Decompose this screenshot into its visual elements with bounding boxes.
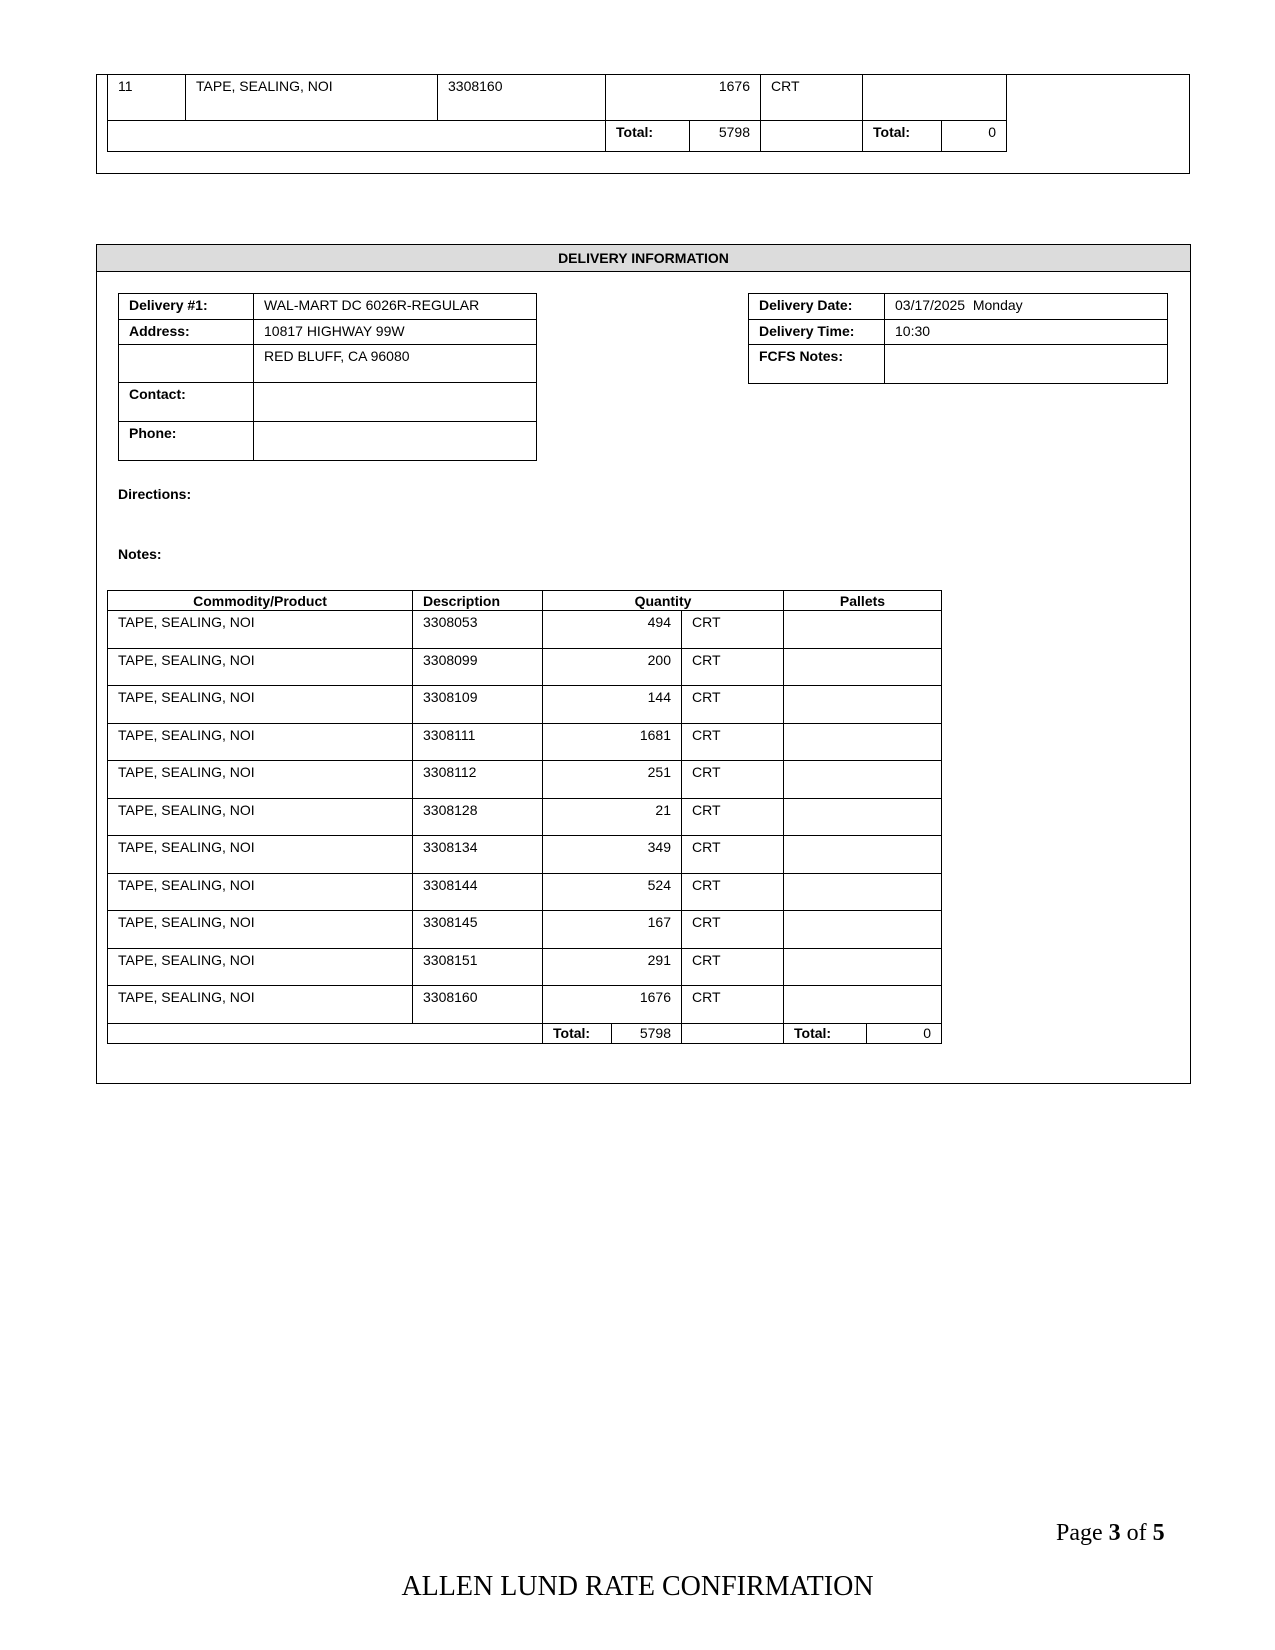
table-row bbox=[108, 75, 1007, 121]
delivery-address-table bbox=[118, 293, 537, 461]
unit-cell: CRT bbox=[682, 911, 784, 949]
pallets-cell bbox=[784, 986, 942, 1024]
description-cell: 3308053 bbox=[413, 611, 543, 649]
totals-row bbox=[108, 1023, 942, 1043]
table-row bbox=[108, 836, 942, 874]
page-current: 3 bbox=[1108, 1520, 1121, 1546]
description-cell: 3308109 bbox=[413, 686, 543, 724]
quantity-total-value: 5798 bbox=[690, 121, 761, 152]
phone-label: Phone: bbox=[119, 422, 254, 461]
page-prefix: Page bbox=[1056, 1520, 1109, 1546]
commodity-column-header: Commodity/Product bbox=[108, 591, 413, 611]
description-cell: 3308112 bbox=[413, 761, 543, 799]
fcfs-notes-label: FCFS Notes: bbox=[749, 345, 885, 384]
pallets-cell bbox=[784, 798, 942, 836]
description-cell: 3308160 bbox=[438, 75, 606, 121]
pallets-column-header: Pallets bbox=[784, 591, 942, 611]
pallets-cell bbox=[784, 836, 942, 874]
quantity-cell: 1681 bbox=[543, 723, 682, 761]
commodity-cell: TAPE, SEALING, NOI bbox=[108, 723, 413, 761]
description-cell: 3308111 bbox=[413, 723, 543, 761]
delivery-items-table bbox=[107, 590, 942, 1044]
contact-value bbox=[254, 383, 537, 422]
pallets-cell bbox=[784, 686, 942, 724]
delivery-time-label: Delivery Time: bbox=[749, 320, 885, 345]
quantity-total-label: Total: bbox=[543, 1023, 612, 1043]
commodity-cell: TAPE, SEALING, NOI bbox=[108, 648, 413, 686]
description-cell: 3308099 bbox=[413, 648, 543, 686]
pallets-cell bbox=[784, 911, 942, 949]
commodity-cell: TAPE, SEALING, NOI bbox=[108, 911, 413, 949]
commodity-cell: TAPE, SEALING, NOI bbox=[108, 836, 413, 874]
description-column-header: Description bbox=[413, 591, 543, 611]
contact-label: Contact: bbox=[119, 383, 254, 422]
unit-cell: CRT bbox=[682, 761, 784, 799]
delivery-date-value: 03/17/2025 Monday bbox=[885, 294, 1168, 320]
fcfs-notes-value bbox=[885, 345, 1168, 384]
description-cell: 3308151 bbox=[413, 948, 543, 986]
description-cell: 3308128 bbox=[413, 798, 543, 836]
description-cell: 3308145 bbox=[413, 911, 543, 949]
table-row bbox=[108, 761, 942, 799]
quantity-cell: 524 bbox=[543, 873, 682, 911]
table-row bbox=[108, 986, 942, 1024]
pallets-total-label: Total: bbox=[863, 121, 942, 152]
quantity-cell: 1676 bbox=[606, 75, 761, 121]
pallets-cell bbox=[784, 648, 942, 686]
address-line-2: RED BLUFF, CA 96080 bbox=[254, 345, 537, 383]
unit-cell: CRT bbox=[682, 686, 784, 724]
quantity-cell: 349 bbox=[543, 836, 682, 874]
commodity-cell: TAPE, SEALING, NOI bbox=[108, 986, 413, 1024]
commodity-cell: TAPE, SEALING, NOI bbox=[108, 798, 413, 836]
quantity-total-value: 5798 bbox=[612, 1023, 682, 1043]
previous-items-table bbox=[107, 74, 1007, 152]
pallets-cell bbox=[784, 723, 942, 761]
unit-cell: CRT bbox=[682, 948, 784, 986]
address-label-blank bbox=[119, 345, 254, 383]
pallets-total-value: 0 bbox=[867, 1023, 942, 1043]
quantity-cell: 251 bbox=[543, 761, 682, 799]
quantity-cell: 200 bbox=[543, 648, 682, 686]
unit-total-spacer bbox=[761, 121, 863, 152]
quantity-cell: 144 bbox=[543, 686, 682, 724]
quantity-cell: 494 bbox=[543, 611, 682, 649]
quantity-total-label: Total: bbox=[606, 121, 690, 152]
totals-spacer-cell bbox=[108, 121, 606, 152]
unit-cell: CRT bbox=[682, 873, 784, 911]
directions-label: Directions: bbox=[118, 486, 192, 502]
table-row bbox=[108, 798, 942, 836]
description-cell: 3308134 bbox=[413, 836, 543, 874]
description-cell: 3308144 bbox=[413, 873, 543, 911]
totals-row bbox=[108, 121, 1007, 152]
page-of: of bbox=[1120, 1520, 1153, 1546]
unit-cell: CRT bbox=[682, 611, 784, 649]
unit-cell: CRT bbox=[682, 723, 784, 761]
pallets-cell bbox=[784, 761, 942, 799]
description-cell: 3308160 bbox=[413, 986, 543, 1024]
commodity-cell: TAPE, SEALING, NOI bbox=[108, 873, 413, 911]
pallets-total-value: 0 bbox=[942, 121, 1007, 152]
pallets-cell bbox=[784, 611, 942, 649]
quantity-cell: 291 bbox=[543, 948, 682, 986]
pallets-total-label: Total: bbox=[784, 1023, 867, 1043]
table-row bbox=[108, 686, 942, 724]
page-number bbox=[1056, 1520, 1165, 1547]
quantity-column-header: Quantity bbox=[543, 591, 784, 611]
delivery-schedule-table bbox=[748, 293, 1168, 384]
delivery-time-value: 10:30 bbox=[885, 320, 1168, 345]
unit-cell: CRT bbox=[682, 648, 784, 686]
quantity-cell: 167 bbox=[543, 911, 682, 949]
phone-value bbox=[254, 422, 537, 461]
commodity-cell: TAPE, SEALING, NOI bbox=[108, 761, 413, 799]
page-total: 5 bbox=[1152, 1520, 1165, 1546]
address-line-1: 10817 HIGHWAY 99W bbox=[254, 320, 537, 345]
delivery-number-value: WAL-MART DC 6026R-REGULAR bbox=[254, 294, 537, 320]
table-row bbox=[108, 948, 942, 986]
table-row bbox=[108, 911, 942, 949]
quantity-cell: 1676 bbox=[543, 986, 682, 1024]
unit-cell: CRT bbox=[682, 836, 784, 874]
unit-total-spacer bbox=[682, 1023, 784, 1043]
notes-label: Notes: bbox=[118, 546, 162, 562]
table-row bbox=[108, 723, 942, 761]
pallets-cell bbox=[784, 948, 942, 986]
line-number-cell: 11 bbox=[108, 75, 186, 121]
delivery-date-label: Delivery Date: bbox=[749, 294, 885, 320]
delivery-number-label: Delivery #1: bbox=[119, 294, 254, 320]
delivery-information-header: DELIVERY INFORMATION bbox=[96, 244, 1191, 272]
commodity-cell: TAPE, SEALING, NOI bbox=[108, 611, 413, 649]
unit-cell: CRT bbox=[761, 75, 863, 121]
table-row bbox=[108, 648, 942, 686]
totals-spacer-cell bbox=[108, 1023, 543, 1043]
pallets-cell bbox=[784, 873, 942, 911]
unit-cell: CRT bbox=[682, 986, 784, 1024]
table-header-row bbox=[108, 591, 942, 611]
table-row bbox=[108, 873, 942, 911]
unit-cell: CRT bbox=[682, 798, 784, 836]
footer-title: ALLEN LUND RATE CONFIRMATION bbox=[401, 1571, 874, 1602]
commodity-cell: TAPE, SEALING, NOI bbox=[186, 75, 438, 121]
pallets-cell bbox=[863, 75, 1007, 121]
commodity-cell: TAPE, SEALING, NOI bbox=[108, 686, 413, 724]
table-row bbox=[108, 611, 942, 649]
quantity-cell: 21 bbox=[543, 798, 682, 836]
commodity-cell: TAPE, SEALING, NOI bbox=[108, 948, 413, 986]
address-label: Address: bbox=[119, 320, 254, 345]
